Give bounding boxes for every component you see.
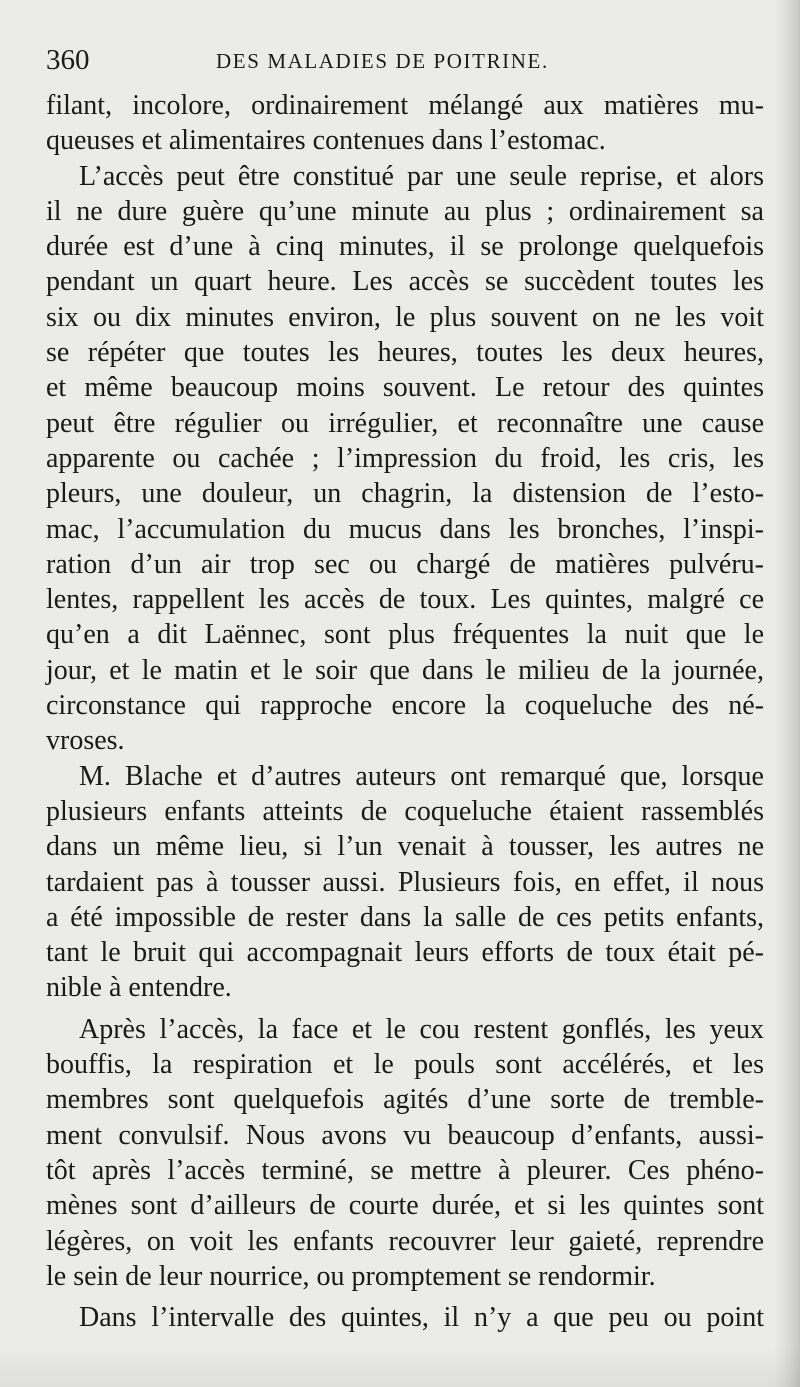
paragraph xyxy=(46,759,764,1006)
text-line: durée est d’une à cinq minutes, il se prolonge quelquefois xyxy=(46,231,764,263)
text-line: lentes, rappellent les accès de toux. Les quintes, malgré ce xyxy=(46,584,764,616)
body-text xyxy=(46,88,764,1335)
running-title: DES MALADIES DE POITRINE. xyxy=(216,49,549,73)
text-line: membres sont quelquefois agités d’une sorte de tremble- xyxy=(46,1084,764,1116)
paragraph xyxy=(46,159,764,759)
text-line: circonstance qui rapproche encore la coqueluche des né- xyxy=(46,690,764,722)
text-line: qu’en a dit Laënnec, sont plus fréquentes la nuit que le xyxy=(46,619,764,651)
text-line: mènes sont d’ailleurs de courte durée, et si les quintes sont xyxy=(46,1190,764,1222)
text-line: mac, l’accumulation du mucus dans les bronches, l’inspi- xyxy=(46,513,764,545)
page-header xyxy=(46,40,758,80)
text-line: six ou dix minutes environ, le plus souvent on ne les voit xyxy=(46,301,764,333)
text-line: légères, on voit les enfants recouvrer leur gaieté, reprendre xyxy=(46,1225,764,1257)
text-line: tant le bruit qui accompagnait leurs efforts de toux était pé- xyxy=(46,937,764,969)
text-line: L’accès peut être constitué par une seule reprise, et alors xyxy=(79,160,764,192)
text-line: nible à entendre. xyxy=(46,972,232,1004)
text-line: jour, et le matin et le soir que dans le milieu de la journée, xyxy=(46,654,764,686)
text-line: Après l’accès, la face et le cou restent gonflés, les yeux xyxy=(79,1013,764,1045)
text-line: a été impossible de rester dans la salle de ces petits enfants, xyxy=(46,901,764,933)
text-line: pendant un quart heure. Les accès se succèdent toutes les xyxy=(46,266,764,298)
text-line: queuses et alimentaires contenues dans l’estomac. xyxy=(46,125,606,157)
text-line: se répéter que toutes les heures, toutes les deux heures, xyxy=(46,337,764,369)
text-line: et même beaucoup moins souvent. Le retour des quintes xyxy=(46,372,764,404)
text-line: filant, incolore, ordinairement mélangé aux matières mu- xyxy=(46,90,764,121)
page-bottom-shadow xyxy=(0,1347,800,1387)
text-line: Dans l’intervalle des quintes, il n’y a que peu ou point xyxy=(79,1302,764,1334)
page-edge-shadow xyxy=(774,0,800,1387)
paragraph xyxy=(46,88,764,159)
text-line: peut être régulier ou irrégulier, et reconnaître une cause xyxy=(46,407,764,439)
text-line: apparente ou cachée ; l’impression du froid, les cris, les xyxy=(46,442,764,474)
text-line: M. Blache et d’autres auteurs ont remarqué que, lorsque xyxy=(79,760,764,792)
paragraph xyxy=(46,1012,764,1294)
text-line: plusieurs enfants atteints de coqueluche étaient rassemblés xyxy=(46,795,764,827)
text-line: dans un même lieu, si l’un venait à tousser, les autres ne xyxy=(46,831,764,863)
text-line: tardaient pas à tousser aussi. Plusieurs fois, en effet, il nous xyxy=(46,866,764,898)
text-line: pleurs, une douleur, un chagrin, la distension de l’esto- xyxy=(46,478,764,510)
page-number: 360 xyxy=(46,44,90,76)
text-line: vroses. xyxy=(46,725,125,757)
paragraph xyxy=(46,1300,764,1335)
text-line: ment convulsif. Nous avons vu beaucoup d’enfants, aussi- xyxy=(46,1119,764,1151)
text-line: le sein de leur nourrice, ou promptement se rendormir. xyxy=(46,1260,656,1292)
text-line: ration d’un air trop sec ou chargé de matières pulvéru- xyxy=(46,548,764,580)
text-line: bouffis, la respiration et le pouls sont accélérés, et les xyxy=(46,1049,764,1081)
text-line: il ne dure guère qu’une minute au plus ; ordinairement sa xyxy=(46,195,764,227)
text-line: tôt après l’accès terminé, se mettre à pleurer. Ces phéno- xyxy=(46,1154,764,1186)
